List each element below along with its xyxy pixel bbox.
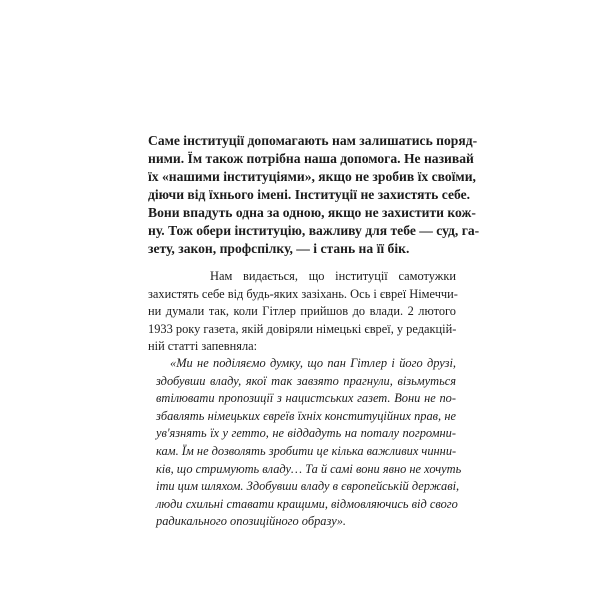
body-paragraph-line: ній статті запевняла:	[148, 339, 258, 354]
quote-line: люди схильні ставати кращими, відмовляючись від свого	[156, 496, 458, 511]
bold-paragraph-line: ну. Тож обери інституцію, важливу для тебе — суд, га-	[148, 223, 480, 238]
quote-line: втілювати пропозиції з нацистських газет. Вони не по-	[156, 391, 456, 406]
quote-line: ув'язнять їх у гетто, не віддадуть на поталу погромни-	[156, 426, 456, 441]
bold-paragraph-line: їх «нашими інституціями», якщо не зробив їх своїми,	[148, 169, 476, 184]
bold-paragraph	[148, 132, 480, 258]
bold-paragraph-line: ними. Їм також потрібна наша допомога. Не називай	[148, 151, 474, 166]
body-paragraph-line: Нам видається, що інституції самотужки	[210, 269, 456, 283]
quote-line: радикального опозиційного образу».	[156, 514, 346, 529]
quote-line: кам. Їм не дозволять зробити це кілька важливих чинни-	[156, 443, 457, 458]
bold-paragraph-line: зету, закон, профспілку, — і стань на її бік.	[148, 241, 410, 256]
body-paragraph-line: 1933 року газета, якій довіряли німецькі євреї, у редакцій-	[148, 321, 457, 336]
bold-paragraph-line: Вони впадуть одна за одною, якщо не захистити кож-	[148, 205, 476, 220]
quote-line: «Ми не поділяємо думку, що пан Гітлер і його друзі,	[170, 356, 456, 370]
quote-block	[148, 355, 462, 531]
body-paragraph-line: ни думали так, коли Гітлер прийшов до влади. 2 лютого	[148, 304, 456, 319]
quote-line: здобувши владу, якої так завзято прагнули, візьмуться	[156, 373, 456, 388]
quote-line: ків, що стримують владу… Та й самі вони явно не хочуть	[156, 461, 462, 476]
bold-paragraph-line: Саме інституції допомагають нам залишатись поряд-	[148, 133, 478, 148]
body-paragraph-line: захистять себе від будь-яких зазіхань. Ось і євреї Німеччи-	[148, 286, 458, 301]
quote-line: збавлять німецьких євреїв їхніх конституційних прав, не	[156, 408, 456, 423]
body-paragraph	[148, 268, 456, 356]
bold-paragraph-line: діючи від їхнього імені. Інституції не захистять себе.	[148, 187, 471, 202]
quote-line: іти цим шляхом. Здобувши владу в європейській державі,	[156, 479, 460, 494]
